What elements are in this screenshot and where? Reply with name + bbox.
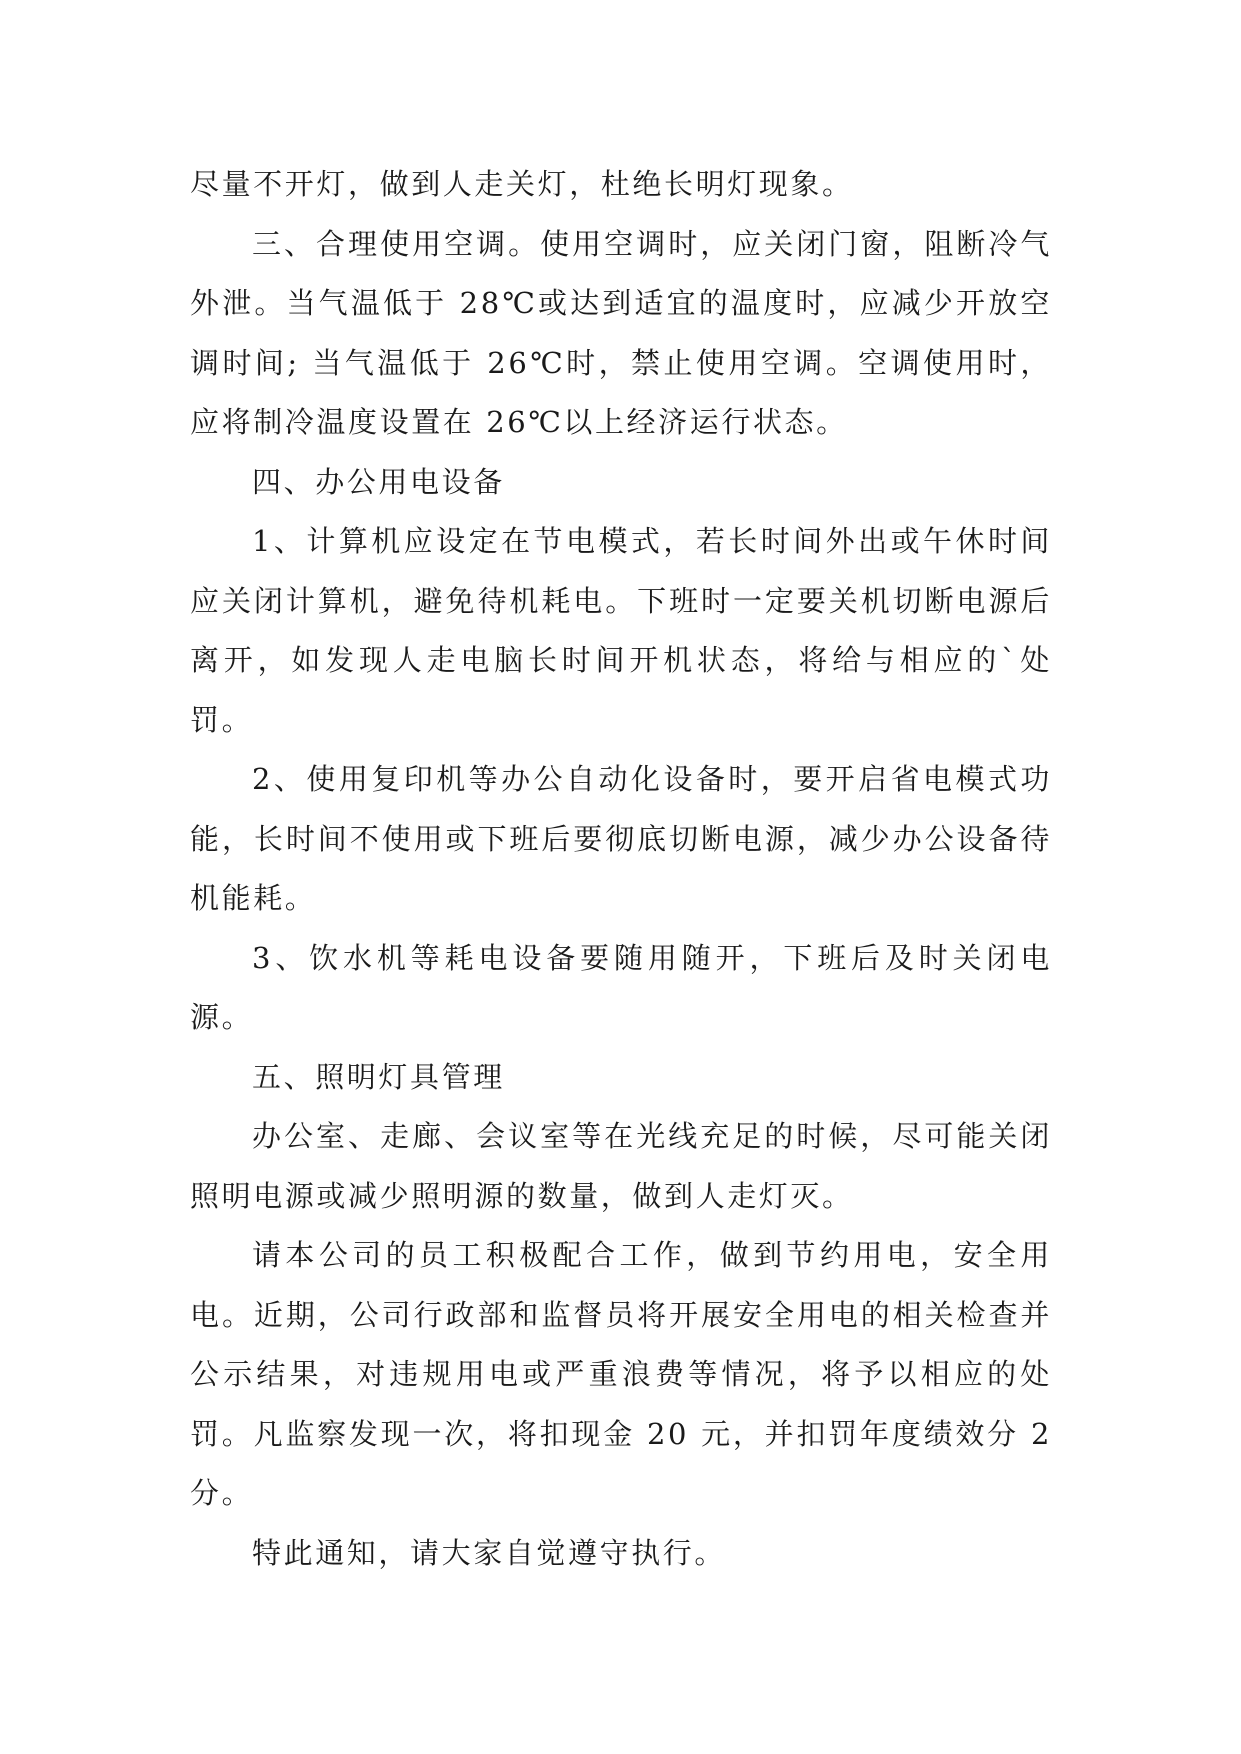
paragraph-closing: 特此通知，请大家自觉遵守执行。 <box>252 1535 727 1570</box>
heading-office-equipment: 四、办公用电设备 <box>252 464 505 499</box>
heading-lighting-management: 五、照明灯具管理 <box>252 1059 505 1094</box>
paragraph-computers: 1、计算机应设定在节电模式，若长时间外出或午休时间应关闭计算机，避免待机耗电。下班时一定要关机切断电源后离开，如发现人走电脑长时间开机状态，将给与相应的`处罚。 <box>190 524 1052 737</box>
paragraph-copiers: 2、使用复印机等办公自动化设备时，要开启省电模式功能，长时间不使用或下班后要彻底切断电源，减少办公设备待机能耗。 <box>190 762 1052 915</box>
paragraph-lighting-continued: 尽量不开灯，做到人走关灯，杜绝长明灯现象。 <box>190 167 854 201</box>
paragraph-air-conditioning: 三、合理使用空调。使用空调时，应关闭门窗，阻断冷气外泄。当气温低于 28℃或达到适宜的温度时，应减少开放空调时间; 当气温低于 26℃时，禁止使用空调。空调使用时，应将制冷温度设置在 26℃以上经济运行状态。 <box>190 226 1052 439</box>
document-body <box>190 155 1052 1583</box>
paragraph-water-dispensers: 3、饮水机等耗电设备要随用随开，下班后及时关闭电源。 <box>190 940 1052 1034</box>
paragraph-penalties: 请本公司的员工积极配合工作，做到节约用电，安全用电。近期，公司行政部和监督员将开展安全用电的相关检查并公示结果，对违规用电或严重浪费等情况，将予以相应的处罚。凡监察发现一次，将扣现金 20 元，并扣罚年度绩效分 2 分。 <box>190 1238 1052 1510</box>
paragraph-lighting-rules: 办公室、走廊、会议室等在光线充足的时候，尽可能关闭照明电源或减少照明源的数量，做到人走灯灭。 <box>190 1119 1052 1213</box>
